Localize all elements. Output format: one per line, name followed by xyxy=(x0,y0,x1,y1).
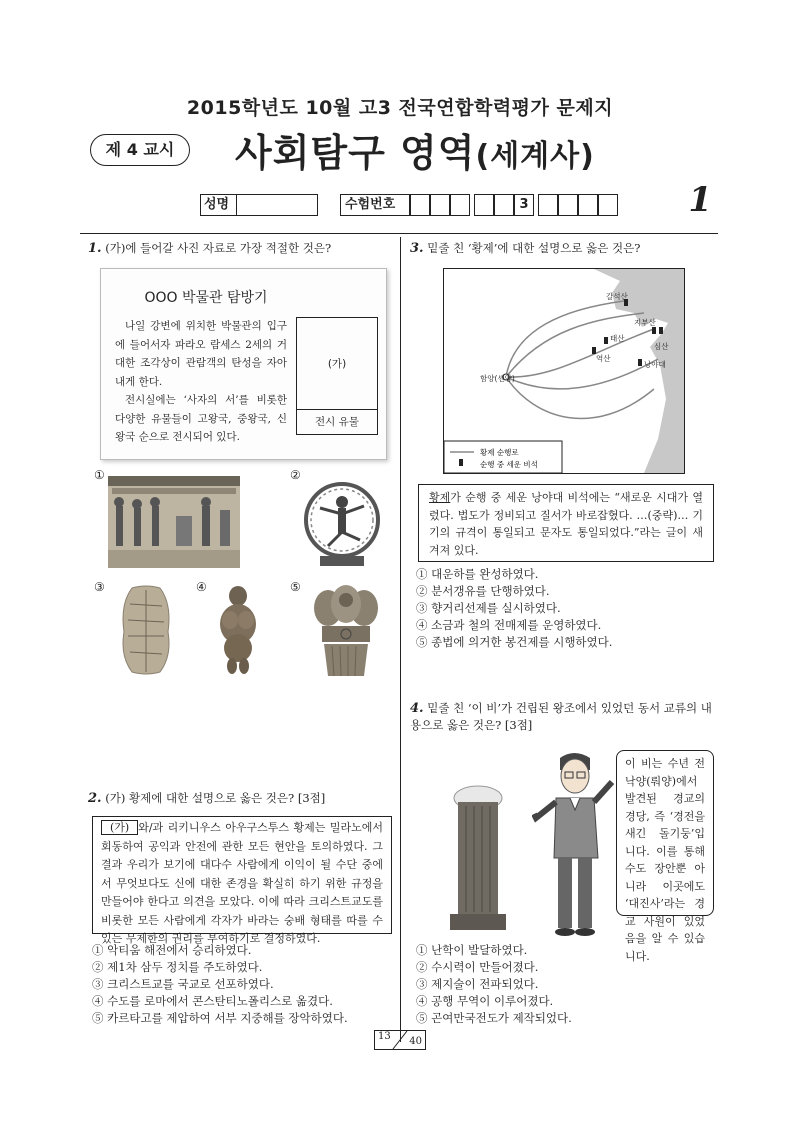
map-label-galseok: 갈석산 xyxy=(606,292,628,301)
q2-source-text: 와/과 리키니우스 아우구스투스 황제는 밀라노에서 회동하여 공익과 안전에 관한 모든 현안을 토의하였다. 그 결과 우리가 보기에 대다수 사람에게 이익이 될 수단 중에서 무엇보다도 신에 대한 존경을 확실히 하기 위한 규정을 만들어야 한다고 의견을 모았다. 이에 따라 크리스트교도를 비롯한 모든 사람에게 각자가 바라는 숭배 형태를 따를 수 있는 무제한의 권리를 부여하기로 결정하였다. xyxy=(101,821,383,945)
exhibit-frame xyxy=(296,317,378,435)
q2-choices xyxy=(92,942,397,1027)
q4-choice-1[interactable]: ① 난학이 발달하였다. xyxy=(416,943,528,957)
q3-underlined-emperor: 황제 xyxy=(429,491,451,504)
q2-number: 2. xyxy=(88,791,102,806)
id-digit-box[interactable] xyxy=(538,194,558,216)
q3-choice-1[interactable]: ① 대운하를 완성하였다. xyxy=(416,567,539,581)
legend-monument: 순행 중 세운 비석 xyxy=(480,460,538,469)
header-divider xyxy=(80,233,718,234)
subject-title xyxy=(235,122,595,177)
page-counter xyxy=(374,1030,426,1050)
q3-choice-5[interactable]: ⑤ 종법에 의거한 봉건제를 시행하였다. xyxy=(416,635,613,649)
q2-choice-1[interactable]: ① 악티움 해전에서 승리하였다. xyxy=(92,943,252,957)
subject-sub: (세계사) xyxy=(475,139,595,174)
q1-prompt-text: (가)에 들어갈 사진 자료로 가장 적절한 것은? xyxy=(105,241,332,255)
q3-source-box xyxy=(418,484,714,562)
q4-choice-2[interactable]: ② 수시력이 만들어졌다. xyxy=(416,960,539,974)
period-badge: 제 4 교시 xyxy=(90,134,190,166)
teacher-figure xyxy=(532,748,616,938)
q2-choice-4[interactable]: ④ 수도를 로마에서 콘스탄티노폴리스로 옮겼다. xyxy=(92,994,333,1008)
q3-choices xyxy=(416,566,721,651)
map-label-langya: 낭야대 xyxy=(644,360,666,369)
lion-capital-image[interactable] xyxy=(310,584,382,678)
subject-main: 사회탐구 영역 xyxy=(235,131,476,175)
q2-prompt xyxy=(88,790,393,807)
q4-number: 4. xyxy=(410,701,424,716)
map-label-tai: 태산 xyxy=(610,334,625,343)
q4-choice-3[interactable]: ③ 제지술이 전파되었다. xyxy=(416,977,539,991)
q3-choice-2[interactable]: ② 분서갱유를 단행하였다. xyxy=(416,584,550,598)
map-label-xianyang: 함양(셴양) xyxy=(480,374,515,383)
q2-prompt-text: (가) 황제에 대한 설명으로 옳은 것은? [3점] xyxy=(105,791,326,805)
q4-choices xyxy=(416,942,721,1027)
id-digit-box[interactable] xyxy=(430,194,450,216)
q3-number: 3. xyxy=(410,241,424,256)
q4-prompt xyxy=(410,700,720,734)
q4-choice-4[interactable]: ④ 공행 무역이 이루어졌다. xyxy=(416,994,554,1008)
book-of-dead-image[interactable] xyxy=(108,476,240,568)
venus-figurine-image[interactable] xyxy=(212,584,264,676)
oracle-bone-image[interactable] xyxy=(118,584,174,676)
column-divider xyxy=(400,237,401,1042)
name-field[interactable] xyxy=(236,194,318,216)
q2-choice-5[interactable]: ⑤ 카르타고를 제압하여 서부 지중해를 장악하였다. xyxy=(92,1011,348,1025)
id-digit-box[interactable] xyxy=(494,194,514,216)
id-digit-box[interactable] xyxy=(474,194,494,216)
q2-choice-3[interactable]: ③ 크리스트교를 국교로 선포하였다. xyxy=(92,977,274,991)
map-label-sim: 심산 xyxy=(654,342,669,351)
q1-choice-5-label[interactable]: ⑤ xyxy=(290,580,301,594)
q1-choice-3-label[interactable]: ③ xyxy=(94,580,105,594)
id-digit-box[interactable] xyxy=(558,194,578,216)
page-current: 13 xyxy=(378,1031,391,1042)
map-label-yeok: 역산 xyxy=(596,354,611,363)
q1-number: 1. xyxy=(88,241,102,256)
q2-choice-2[interactable]: ② 제1차 삼두 정치를 주도하였다. xyxy=(92,960,263,974)
page-number: 1 xyxy=(688,180,712,220)
name-label: 성명 xyxy=(200,194,236,216)
id-label: 수험번호 xyxy=(340,194,410,216)
q1-prompt xyxy=(88,240,393,257)
exhibit-frame-label: (가) xyxy=(327,358,347,370)
card-title: OOO 박물관 탐방기 xyxy=(144,290,268,306)
q2-source-box xyxy=(92,816,392,945)
card-paragraph-2: 전시실에는 ‘사자의 서’를 비롯한 다양한 유물들이 고왕국, 중왕국, 신왕국 순으로 전시되어 있다. xyxy=(115,394,287,443)
teacher-speech-bubble xyxy=(616,750,714,963)
q1-choice-4-label[interactable]: ④ xyxy=(196,580,207,594)
page-total: 40 xyxy=(409,1036,422,1047)
legend-route: 황제 순행로 xyxy=(480,448,519,457)
exhibit-caption: 전시 유물 xyxy=(297,409,377,434)
q3-prompt-text: 밑줄 친 ‘황제’에 대한 설명으로 옳은 것은? xyxy=(427,241,641,255)
card-body xyxy=(115,317,287,447)
id-digit-box[interactable] xyxy=(450,194,470,216)
q4-prompt-text: 밑줄 친 ‘이 비’가 건립된 왕조에서 있었던 동서 교류의 내용으로 옳은 것은? [3점] xyxy=(410,701,712,732)
card-paragraph-1: 나일 강변에 위치한 박물관의 입구에 들어서자 파라오 람세스 2세의 거대한 조각상이 관람객의 탄성을 자아내게 한다. xyxy=(115,320,287,388)
map-label-jibu: 지부산 xyxy=(634,318,656,327)
id-digit-box[interactable] xyxy=(578,194,598,216)
q3-prompt xyxy=(410,240,720,257)
museum-card xyxy=(100,268,387,460)
id-digit-box: 3 xyxy=(514,194,534,216)
q3-choice-4[interactable]: ④ 소금과 철의 전매제를 운영하였다. xyxy=(416,618,602,632)
id-digit-box[interactable] xyxy=(598,194,618,216)
q1-choice-2-label[interactable]: ② xyxy=(290,468,301,482)
q2-blank: (가) xyxy=(101,820,138,835)
shiva-statue-image[interactable] xyxy=(300,474,384,572)
exam-title: 2015학년도 10월 고3 전국연합학력평가 문제지 xyxy=(186,97,614,119)
route-map xyxy=(443,268,685,474)
q4-choice-5[interactable]: ⑤ 곤여만국전도가 제작되었다. xyxy=(416,1011,572,1025)
id-digit-box[interactable] xyxy=(410,194,430,216)
q1-choice-1-label[interactable]: ① xyxy=(94,468,105,482)
stele-image xyxy=(442,784,514,934)
q3-source-text: 가 순행 중 세운 낭야대 비석에는 “새로운 시대가 열렸다. 법도가 정비되고 질서가 바로잡혔다. …(중략)… 기기의 규격이 통일되고 문자도 통일되었다.”라는 글이 새겨져 있다. xyxy=(429,491,703,557)
info-bar xyxy=(200,194,620,216)
speech-text: 이 비는 수년 전 낙양(뤄양)에서 발견된 경교의 경당, 즉 ‘경전을 새긴 돌기둥’입니다. 이를 통해 수도 장안뿐 아니라 이곳에도 ‘대진사’라는 경교 사원이 있었음을 알 수 있습니다. xyxy=(625,757,705,963)
q3-choice-3[interactable]: ③ 향거리선제를 실시하였다. xyxy=(416,601,561,615)
